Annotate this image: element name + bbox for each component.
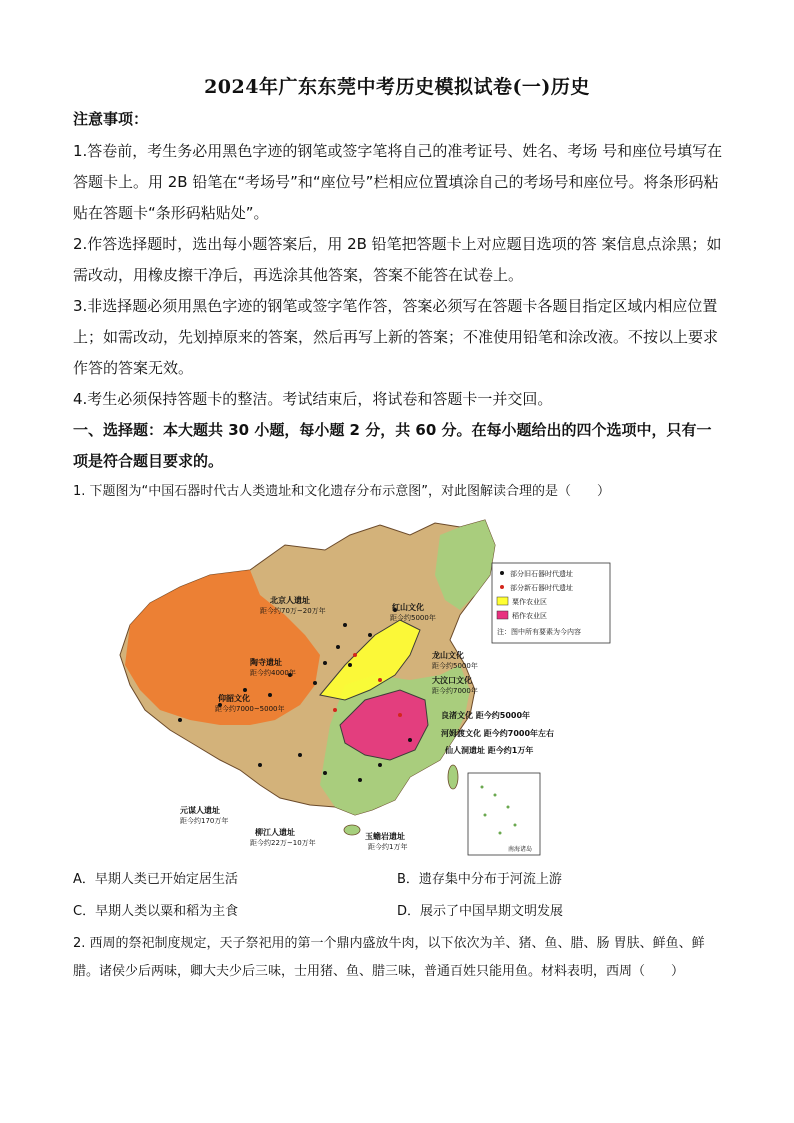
notice-item-4: 4.考生必须保持答题卡的整洁。考试结束后，将试卷和答题卡一并交回。 [73,390,553,408]
label-hemudu: 河姆渡文化 距今约7000年左右 [441,729,555,738]
label-longshan: 龙山文化 [432,651,464,660]
legend-paleo: 部分旧石器时代遗址 [510,570,573,578]
map-legend [492,563,610,643]
south-sea-inset [468,773,540,855]
page-title: 2024年广东东莞中考历史模拟试卷(一)历史 [204,76,590,98]
notice-heading: 注意事项： [73,110,149,128]
legend-note: 注：图中所有要素为今内容 [497,628,581,636]
taiwan-island [448,765,458,789]
date-yangshao: 距今约7000~5000年 [215,705,285,713]
date-yuanmou: 距今约170万年 [180,817,229,825]
q1-option-a[interactable]: A．早期人类已开始定居生活 [73,872,238,887]
inset-label: 南海诸岛 [508,846,533,853]
notice-item-2: 2.作答选择题时，选出每小题答案后，用 2B 铅笔把答题卡上对应题目选项的答 案信息点涂黑；如需改动，用橡皮擦干净后，再选涂其他答案，答案不能答在试卷上。 [73,235,722,284]
q1-option-d[interactable]: D．展示了中国早期文明发展 [397,904,564,919]
label-taosi: 陶寺遗址 [250,658,282,667]
legend-neo: 部分新石器时代遗址 [510,584,573,592]
date-yuchanyan: 距今约1万年 [368,843,408,851]
date-liujiang: 距今约22万~10万年 [250,839,316,847]
hainan-island [344,825,360,835]
notice-item-3: 3.非选择题必须用黑色字迹的钢笔或签字笔作答，答案必须写在答题卡各题目指定区域内相应位置上；如需改动，先划掉原来的答案，然后再写上新的答案；不准使用铅笔和涂改液。不按以上要求作答的答案无效。 [73,297,719,377]
label-hongshan: 红山文化 [392,603,424,612]
label-yuchanyan: 玉蟾岩遗址 [365,832,405,841]
label-xianren: 仙人洞遗址 距今约1万年 [445,746,534,755]
q1-option-b[interactable]: B．遗存集中分布于河流上游 [397,872,562,887]
label-beijing: 北京人遗址 [270,596,310,605]
map-figure [110,515,615,858]
label-yangshao: 仰韶文化 [218,694,250,703]
label-liangzhu: 良渚文化 距今约5000年 [441,711,531,720]
date-beijing: 距今约70万~20万年 [260,607,326,615]
label-liujiang: 柳江人遗址 [255,828,295,837]
legend-millet: 粟作农业区 [512,598,547,606]
date-longshan: 距今约5000年 [432,662,478,670]
date-hongshan: 距今约5000年 [390,614,436,622]
question-2-stem: 2. 西周的祭祀制度规定，天子祭祀用的第一个鼎内盛放牛肉，以下依次为羊、猪、鱼、腊、肠 胃肤、鲜鱼、鲜腊。诸侯少后两味，卿大夫少后三味，士用猪、鱼、腊三味，普通百姓只能用鱼。材料表明，西周（ ） [73,936,705,979]
q1-option-c[interactable]: C．早期人类以粟和稻为主食 [73,904,239,919]
date-taosi: 距今约4000年 [250,669,296,677]
section-heading: 一、选择题：本大题共 30 小题，每小题 2 分，共 60 分。在每小题给出的四个选项中，只有一 项是符合题目要求的。 [73,421,712,470]
question-1-stem: 1. 下题图为“中国石器时代古人类遗址和文化遗存分布示意图”，对此图解读合理的是（ ） [73,484,611,499]
date-dawenkou: 距今约7000年 [432,687,478,695]
label-dawenkou: 大汶口文化 [432,676,472,685]
label-yuanmou: 元谋人遗址 [180,806,220,815]
legend-rice: 稻作农业区 [512,612,547,620]
notice-item-1: 1.答卷前，考生务必用黑色字迹的钢笔或签字笔将自己的准考证号、姓名、考场 号和座位号填写在答题卡上。用 2B 铅笔在“考场号”和“座位号”栏相应位置填涂自己的考场号和座位号。将条形码粘贴在答题卡“条形码粘贴处”。 [73,142,723,222]
